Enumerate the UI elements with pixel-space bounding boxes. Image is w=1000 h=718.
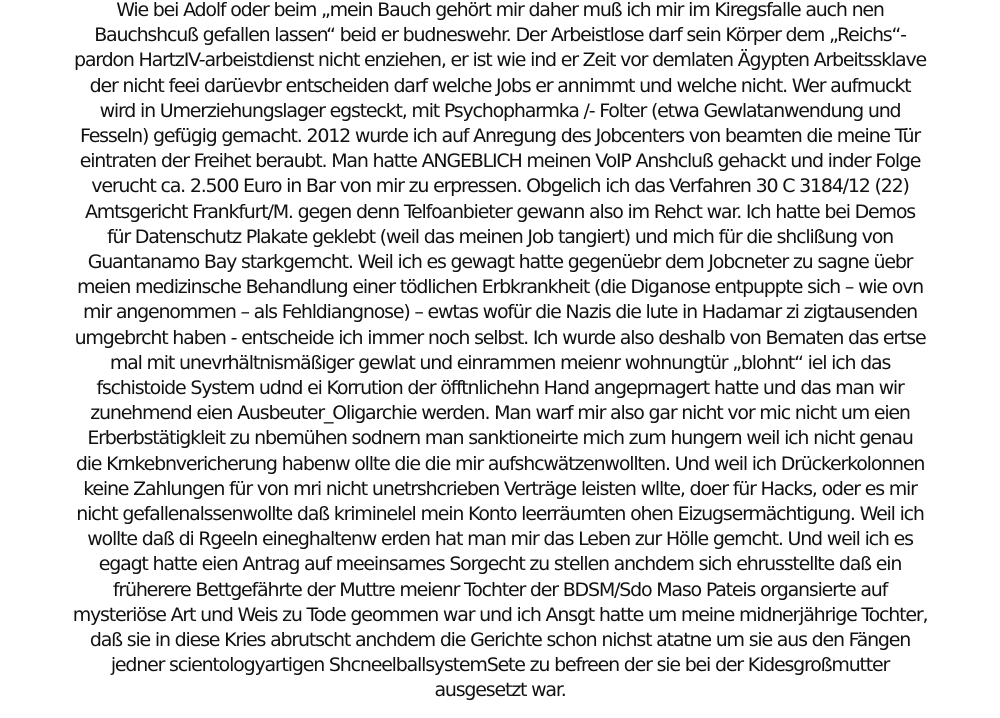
text-line: mir angenommen – als Fehldiangnose) – ewtas wofür die Nazis die lute in Hadamar zi zigtausenden bbox=[82, 301, 917, 324]
text-line: mal mit unevrhältnismäßiger gewlat und einrammen meienr wohnungtür „blohnt“ iel ich das bbox=[109, 351, 891, 374]
text-line: Wie bei Adolf oder beim „mein Bauch gehört mir daher muß ich mir im Kiregsfalle auch nen bbox=[116, 0, 884, 21]
text-line: Erberbstätigkleit zu nbemühen sodnern man sanktioneirte mich zum hungern weil ich nicht genau bbox=[87, 427, 913, 450]
text-line: für Datenschutz Plakate geklebt (weil das meinen Job tangiert) und mich für die shclißung von bbox=[106, 225, 893, 248]
text-line: die Krnkebnvericherung habenw ollte die die mir aufshcwätzenwollten. Und weil ich Drückerkolonnen bbox=[75, 452, 925, 475]
text-line: Bauchshcuß gefallen lassen“ beid er budneswehr. Der Arbeistlose darf sein Körper dem „Reichs“- bbox=[94, 24, 906, 47]
text-line: früherere Bettgefährte der Muttre meienr Tochter der BDSM/Sdo Maso Pateis organsierte auf bbox=[112, 578, 888, 601]
text-line: wollte daß di Rgeeln eineghaltenw erden hat man mir das Leben zur Hölle gemcht. Und weil ich es bbox=[87, 528, 913, 551]
text-line: Fesseln) gefügig gemacht. 2012 wurde ich auf Anregung des Jobcenters von beamten die meine Tür bbox=[80, 125, 920, 147]
text-line: egagt hatte eien Antrag auf meeinsames Sorgecht zu stellen anchdem sich ehrusstellte daß ein bbox=[98, 553, 902, 576]
text-line: umgebrcht haben - entscheide ich immer noch selbst. Ich wurde also deshalb von Bematen das ertse bbox=[74, 326, 926, 349]
text-line: meien medizinsche Behandlung einer tödlichen Erbkrankheit (die Diganose entpuppte sich – wie ovn bbox=[76, 276, 924, 299]
text-line: daß sie in diese Kries abrutscht anchdem die Gerichte schon nichst atatne um sie aus den Fängen bbox=[89, 629, 911, 651]
text-line: ausgesetzt war. bbox=[434, 679, 566, 702]
text-line: fschistoide System udnd ei Korrution der öfftnlichehn Hand angeprnagert hatte und das man wir bbox=[96, 377, 904, 399]
text-line: nicht gefallenalssenwollte daß kriminelel mein Konto leerräumten ohen Eizugsermächtigung. Weil ich bbox=[76, 503, 924, 525]
text-line: mysteriöse Art und Weis zu Tode geommen war und ich Ansgt hatte um meine midnerjährige Tochter, bbox=[72, 603, 928, 626]
text-line: eintraten der Freihet beraubt. Man hatte ANGEBLICH meinen VoIP Anshcluß gehackt und inder Folge bbox=[79, 150, 921, 173]
text-line: Amtsgericht Frankfurt/M. gegen denn Telfoanbieter gewann also im Rehct war. Ich hatte bei Demos bbox=[85, 200, 915, 223]
text-line: verucht ca. 2.500 Euro in Bar von mir zu erpressen. Obgelich ich das Verfahren 30 C 3184/12 (22) bbox=[91, 175, 909, 198]
text-line: jedner scientologyartigen ShcneelballsystemSete zu befreen der sie bei der Kidesgroßmutter bbox=[110, 654, 890, 677]
text-line: Guantanamo Bay starkgemcht. Weil ich es gewagt hatte gegenüebr dem Jobcneter zu sagne üebr bbox=[87, 251, 913, 273]
text-line: wird in Umerziehungslager egsteckt, mit Psychopharmka /- Folter (etwa Gewlatanwendung und bbox=[99, 99, 901, 122]
text-line: keine Zahlungen für von mri nicht unetrshcrieben Verträge leisten wllte, doer für Hacks, oder es mir bbox=[83, 477, 917, 500]
text-line: pardon HartzIV-arbeistdienst nicht enziehen, er ist wie ind er Zeit vor demlaten Ägypten Arbeitssklave bbox=[73, 49, 926, 72]
text-line: der nicht feei darüevbr entscheiden darf welche Jobs er annimmt und welche nicht. Wer aufmuckt bbox=[89, 74, 911, 97]
text-line: zunehmend eien Ausbeuter_Oligarchie werden. Man warf mir also gar nicht vor mic nicht um eien bbox=[90, 402, 910, 425]
